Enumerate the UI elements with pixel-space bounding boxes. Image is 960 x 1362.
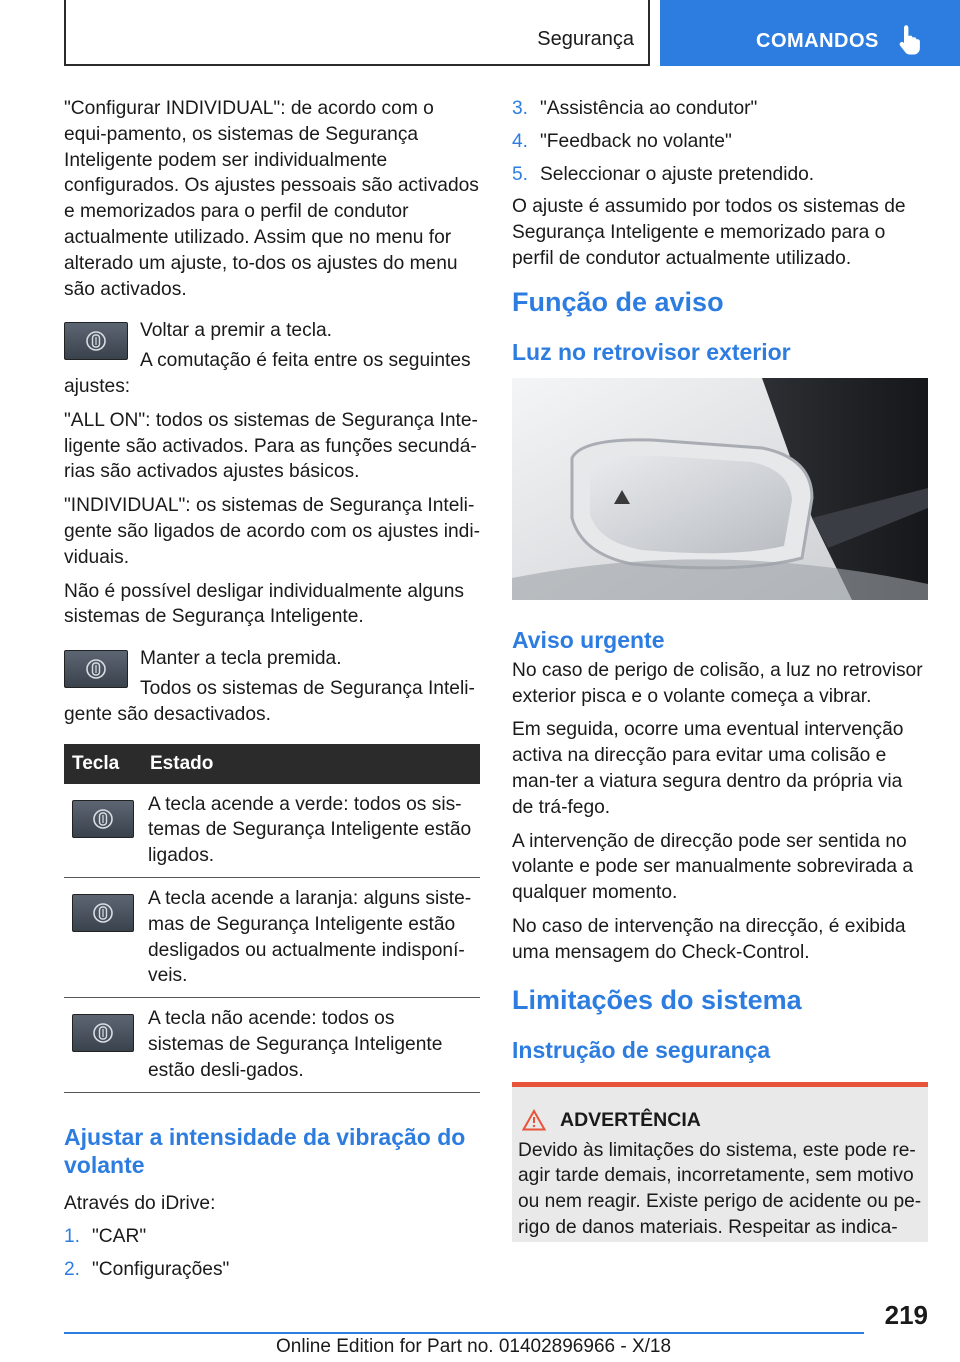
list-item — [512, 129, 928, 155]
warning-title: ADVERTÊNCIA — [560, 1108, 701, 1131]
heading-mirror-light: Luz no retrovisor exterior — [512, 338, 791, 365]
step-number: 1. — [64, 1226, 81, 1248]
table-cell-key — [64, 784, 142, 878]
key-block-hold — [64, 646, 480, 727]
paragraph-configure-individual: "Configurar INDIVIDUAL": de acordo com o equi-pamento, os sistemas de Segurança Inteligente podem ser individualmente configurados. Os ajustes pessoais são activados e memorizados para o perfil de condutor actualmente utilizado. Assim que no menu for alterado um ajuste, to-dos os ajustes do menu são activados. — [64, 98, 479, 300]
key2-description: Todos os sistemas de Segurança Inteli-gente são desactivados. — [64, 677, 475, 725]
step-number: 2. — [64, 1259, 81, 1281]
hand-pointer-icon — [896, 24, 924, 56]
intelligent-safety-key-image — [72, 1014, 134, 1052]
paragraph-urgent-4: No caso de intervenção na direcção, é exibida uma mensagem do Check-Control. — [512, 915, 906, 963]
page-number: 219 — [884, 1300, 928, 1330]
intelligent-safety-icon — [92, 902, 114, 924]
warning-title-row — [518, 1109, 922, 1132]
table-cell-status: A tecla acende a laranja: alguns siste-mas de Segurança Inteligente estão desligados ou actualmente indisponí-veis. — [142, 877, 480, 997]
intelligent-safety-key-image — [64, 322, 128, 360]
left-column — [64, 96, 480, 1290]
right-column — [512, 96, 928, 1242]
paragraph-urgent-1: No caso de perigo de colisão, a luz no retrovisor exterior pisca e o volante começa a vibrar. — [512, 659, 923, 707]
list-item — [64, 1257, 480, 1283]
table-cell-key — [64, 877, 142, 997]
list-item — [512, 162, 928, 188]
header-chapter-label: COMANDOS — [756, 30, 879, 52]
table-row — [64, 784, 480, 878]
heading-vibration-intensity: Ajustar a intensidade da vibração do volante — [64, 1123, 466, 1178]
key-block-press-again — [64, 318, 480, 399]
list-item — [64, 1224, 480, 1250]
intelligent-safety-icon — [85, 658, 107, 680]
table-row — [64, 877, 480, 997]
step-text: "Configurações" — [92, 1259, 230, 1281]
step-text: "CAR" — [92, 1226, 147, 1248]
key1-description: A comutação é feita entre os seguintes ajustes: — [64, 350, 471, 397]
paragraph-urgent-2: Em seguida, ocorre uma eventual intervenção activa na direcção para evitar uma colisão e man-ter a viatura segura dentro da própria via de trá-fego. — [512, 719, 904, 818]
paragraph-all-on: "ALL ON": todos os sistemas de Segurança Inte-ligente são activados. Para as funções secundá-rias são activados ajustes básicos. — [64, 409, 478, 483]
intelligent-safety-icon — [85, 330, 107, 352]
key-status-table — [64, 744, 480, 1093]
intelligent-safety-icon — [92, 808, 114, 830]
table-cell-status: A tecla acende a verde: todos os sis-temas de Segurança Inteligente estão ligados. — [142, 784, 480, 878]
paragraph-via-idrive: Através do iDrive: — [64, 1192, 216, 1214]
table-header-key: Tecla — [64, 744, 142, 784]
warning-text: Devido às limitações do sistema, este pode re-agir tarde demais, incorretamente, sem motivo ou nem reagir. Existe perigo de acidente ou pe-rigo de danos materiais. Respeitar as indica- — [518, 1139, 922, 1238]
step-text: "Assistência ao condutor" — [540, 98, 758, 119]
step-number: 3. — [512, 98, 529, 119]
warning-triangle-icon — [522, 1109, 546, 1131]
step-number: 4. — [512, 130, 529, 152]
paragraph-cannot-disable: Não é possível desligar individualmente alguns sistemas de Segurança Inteligente. — [64, 580, 464, 628]
header-chapter-tab — [660, 0, 960, 66]
heading-urgent-warning: Aviso urgente — [512, 626, 665, 653]
table-header-row — [64, 744, 480, 784]
heading-system-limits: Limitações do sistema — [512, 984, 802, 1015]
intelligent-safety-icon — [92, 1022, 114, 1044]
paragraph-urgent-3: A intervenção de direcção pode ser sentida no volante e pode ser manualmente sobrevirada a qualquer momento. — [512, 830, 914, 904]
list-item — [512, 96, 928, 122]
warning-box — [512, 1082, 928, 1242]
heading-safety-instruction: Instrução de segurança — [512, 1036, 771, 1063]
steps-list-left — [64, 1224, 480, 1283]
paragraph-setting-adopted: O ajuste é assumido por todos os sistemas de Segurança Inteligente e memorizado para o perfil de condutor actualmente utilizado. — [512, 196, 906, 269]
intelligent-safety-key-image — [64, 650, 128, 688]
table-cell-status: A tecla não acende: todos os sistemas de Segurança Inteligente estão desli-gados. — [142, 998, 480, 1092]
step-number: 5. — [512, 163, 529, 185]
step-text: "Feedback no volante" — [540, 130, 732, 152]
intelligent-safety-key-image — [72, 800, 134, 838]
intelligent-safety-key-image — [72, 894, 134, 932]
key2-instruction: Manter a tecla premida. — [140, 648, 342, 670]
header-section-box — [64, 0, 650, 66]
key1-instruction: Voltar a premir a tecla. — [140, 320, 332, 342]
side-mirror-warning-photo — [512, 378, 928, 600]
header-section-title: Segurança — [537, 28, 634, 50]
table-header-status: Estado — [142, 744, 480, 784]
footer-divider — [64, 1332, 864, 1334]
paragraph-individual: "INDIVIDUAL": os sistemas de Segurança Inteli-gente são ligados de acordo com os ajustes indi-viduais. — [64, 495, 480, 568]
table-cell-key — [64, 998, 142, 1092]
table-row — [64, 998, 480, 1092]
steps-list-right — [512, 96, 928, 187]
step-text: Seleccionar o ajuste pretendido. — [540, 163, 815, 185]
footer-edition: Online Edition for Part no. 01402896966 - X/18 — [276, 1336, 672, 1357]
heading-warning-function: Função de aviso — [512, 286, 724, 317]
